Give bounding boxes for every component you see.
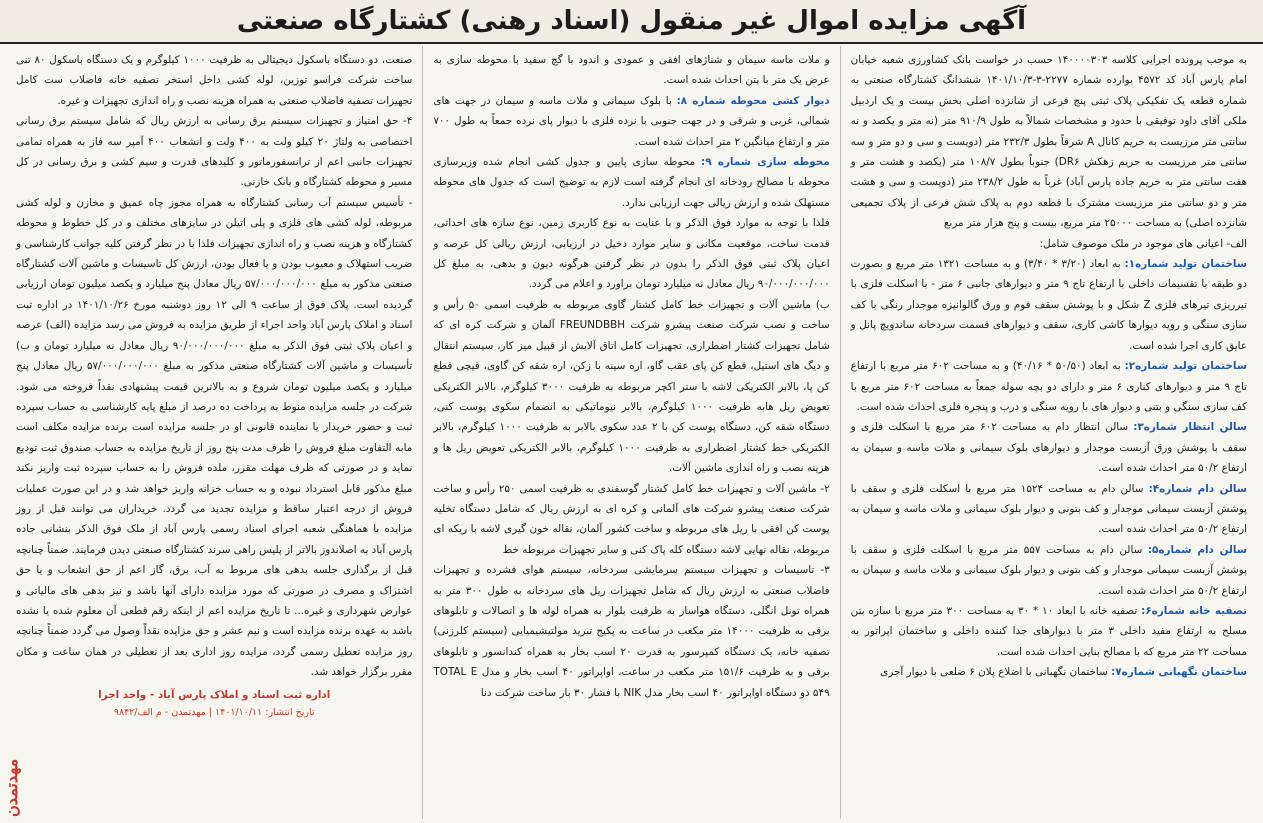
hall-3-heading: سالن انتظار شماره۳: — [1133, 421, 1247, 434]
treatment-6-heading: تصفیه خانه شماره۶: — [1141, 604, 1247, 617]
page-title: آگهی مزایده اموال غیر منقول (اسناد رهنی) کشتارگاه صنعتی — [236, 6, 1027, 36]
building-2-heading: ساختمان تولید شماره۲: — [1124, 360, 1247, 373]
machinery-sheep: ۲- ماشین آلات و تجهیزات خط کامل کشتار گوسفندی به ظرفیت اسمی ۲۵۰ رأس و ساخت شرکت صنعت پیشرو شرکت های آلمانی و کره ای به ارزش ریال که شامل دستگاه تخلیه پوست کن افقی با ریل های مربوطه و ساخت کشور آلمان، نقاله خون گیری لاشه با ریکه ای مربوطه، نقاله نهایی لاشه دستگاه کله پاک کنی و سایر تجهیزات مربوطه خط — [433, 482, 830, 556]
yard-9-text: محوطه سازی پایین و جدول کشی انجام شده وزیرسازی محوطه با مصالح رودخانه ای انجام گرفته است لازم به توضیح است که جدول های محوطه مستهلک شده و ارزش ریالی جهت ارزیابی ندارد. — [433, 156, 830, 209]
footer-office: اداره ثبت اسناد و املاک پارس آباد - واحد اجرا — [98, 688, 331, 701]
building-2 — [851, 356, 1247, 417]
cooling-systems: ۳- تاسیسات و تجهیزات سیستم سرمایشی سردخانه، سیستم هوای فشرده و تجهیزات فاضلاب صنعتی به ارزش ریال که شامل تجهیزات ریل های سردخانه به طول ۳۰۰ متر به همراه تونل انگلی، دستگاه هواساز به ظرفیت بلوار به همراه لوله ها و اتصالات و تابلوهای برقی به ظرفیت ۱۴۰۰۰ متر مکعب در ساعت به پکیج تبرید مولتیشیمیایی (سیستم کلرزنی) تصفیه خانه، یک دستگاه کمپرسور به قدرت ۲۰ اسب بخار به همراه کندانسور و تابلوهای برقی و به ظرفیت ۱۵۱/۶ متر مکعب در ساعت، اواپراتور ۴۰ اسب بخار و مدل TOTAL E ۵۴۹ دو دستگاه اواپراتور ۴۰ اسب بخار مدل NIK با فشار ۳۰ بار ساخت شرکت دنا — [433, 564, 830, 699]
hall-4-heading: سالن دام شماره۴: — [1148, 482, 1247, 495]
yard-9-heading: محوطه سازی شماره ۹: — [701, 156, 830, 169]
guard-7-heading: ساختمان نگهبانی شماره۷: — [1111, 666, 1247, 679]
hall-5-text: سالن دام به مساحت ۵۵۷ متر مربع با اسکلت فلزی و سقف با پوشش آزبست سیمانی موجدار و کف بتونی و دیوار بلوک سیمانی و ملات ماسه و سیمان به ارتفاع ۵۰/۲ متر احداث شده است. — [850, 543, 1247, 597]
building-1-text: به ابعاد (۳/۲۰ * ۳/۴۰) و به مساحت ۱۳۲۱ متر مربع و بصورت دو طبقه با تقسیمات داخلی با ارتفاع تاج ۹ متر و دیوارهای جانبی ۶ متر - با اسکلت فلزی با تیرریزی تیرهای فلزی Z شکل و با پوشش سقف فوم و ورق گالوانیزه موجدار رنگی با کف سازی سنگی و رویه دیوارها کاشی کاری، سقف و دیوارهای قسمت سردخانه ساندویچ پانل و عایق کاری اجرا شده است. — [850, 258, 1247, 352]
hall-4 — [851, 479, 1247, 540]
ad-columns — [6, 46, 1257, 819]
hall-5-heading: سالن دام شماره۵: — [1147, 543, 1248, 556]
column-1 — [840, 46, 1257, 819]
wall-8-text: با بلوک سیمانی و ملات ماسه و سیمان در جهت های شمالی، غربی و شرقی و در جهت جنوبی با نرده فلزی با دیوار پای نرده جمعاً به طول ۷۰۰ متر و ارتفاع میانگین ۲ متر احداث شده است. — [433, 94, 830, 148]
building-1-heading: ساختمان تولید شماره۱: — [1124, 258, 1247, 271]
yard-9 — [433, 152, 829, 213]
hall-4-text: سالن دام به مساحت ۱۵۲۴ متر مربع با اسکلت فلزی و سقف با پوشش آزبست سیمانی موجدار و کف بتونی و دیوار بلوک سیمانی و ملات ماسه و سیمان به ارتفاع ۵۰/۲ متر احداث شده است. — [850, 482, 1247, 536]
list-heading: الف- اعیانی های موجود در ملک موصوف شامل: — [1039, 237, 1247, 250]
wall-8-heading: دیوار کشی محوطه شماره ۸: — [676, 94, 830, 107]
machinery-cattle: ب) ماشین آلات و تجهیزات خط کامل کشتار گاوی مربوطه به ظرفیت اسمی ۵۰ رأس و ساخت و نصب شرکت صنعت پیشرو شرکت FREUNDBBH آلمان و شرکت کره ای که شامل تجهیزات کشتار اضطراری، تجهیزات کامل اتاق آلایش از قبیل میز کار، سیستم انتقال و دیگ های استیل، قطع کن پای عقب گاو، اره سینه با زکن، اره شقه کن گاوی، قیچی قطع کن پا، بالابر الکتریکی لاشه با ستر اکچر مربوطه به ظرفیت ۳۰۰۰ کیلوگرم، بالابر الکتریکی تعویض ریل هابه ظرفیت ۱۰۰۰ کیلوگرم، بالابر نیوماتیکی به انضمام سکوی پوست کنی، دستگاه شقه کن، دستگاه پوست کن با ۲ عدد سکوی بالابر به ظرفیت ۱۰۰۰ کیلوگرم، بالابر الکتریکی خط کشتار اضطراری به ظرفیت ۱۰۰۰ کیلوگرم، بالابر الکتریکی تعویض ریل ها و هزینه نصب و راه اندازی ماشین آلات. — [433, 298, 830, 475]
column-2 — [422, 46, 839, 819]
hall-3 — [851, 417, 1247, 478]
treatment-6 — [851, 601, 1247, 662]
guard-7-text: ساختمان نگهبانی با اضلاع پلان ۶ ضلعی با دیوار آجری — [880, 666, 1108, 679]
valuation-paragraph: فلذا با توجه به موارد فوق الذکر و با عنایت به نوع کاربری زمین، نوع سازه های احداثی، قدمت ساخت، موقعیت مکانی و سایر موارد دخیل در ارزیابی، ارزش ریالی کل عرصه و اعیان پلاک ثبتی فوق الذکر را بدون در نظر گرفتن هرگونه دیون و بدهی، به مبلغ کل ۹۰/۰۰۰/۰۰۰/۰۰۰ ریال معادل نه میلیارد تومان براورد و اعلام می گردد. — [433, 217, 830, 291]
scales-paragraph: صنعت، دو دستگاه باسکول دیجیتالی به ظرفیت ۱۰۰۰ کیلوگرم و یک دستگاه باسکول ۸۰ تنی ساخت شرکت فراسو توزین، لوله کشی داخل استخر تصفیه خانه فاضلاب ست کامل تجهیزات تصفیه فاضلاب صنعتی به همراه هزینه نصب و راه اندازی تجهیزات و غیره. — [16, 54, 413, 107]
guard-7-cont: و ملات ماسه سیمان و شناژهای افقی و عمودی و اندود با گچ سفید با محوطه سازی به عرض یک متر با بتن احداث شده است. — [433, 54, 830, 87]
footer-meta: تاریخ انتشار: ۱۴۰۱/۱۰/۱۱ | مهدتمدن - م الف/۹۸۴۲ — [113, 706, 315, 718]
column-3 — [6, 46, 422, 819]
building-2-text: به ابعاد (۵۰/۵۰ * ۴۰/۱۶) و به مساحت ۶۰۲ متر مربع با ارتفاع تاج ۹ متر و دیوارهای کناری ۶ متر و دارای دو بچه سوله جمعاً به مساحت ۶۰۲ متر مربع با کف سازی سنگی و بتنی و دیوار های با رویه سنگی و درب و پنجره فلزی احداث شده است. — [850, 360, 1248, 413]
hall-3-text: سالن انتظار دام به مساحت ۶۰۲ متر مربع با اسکلت فلزی و سقف با پوشش ورق آزبست موجدار و دیوارهای بلوک سیمانی و ملات ماسه و سیمان به ارتفاع ۵۰/۲ متر احداث شده است. — [850, 421, 1247, 475]
title-bar — [0, 0, 1263, 44]
guard-7 — [851, 662, 1247, 682]
building-1 — [851, 254, 1247, 356]
publisher-logo: مهدتمدن — [2, 758, 21, 817]
wall-8 — [433, 91, 829, 152]
treatment-6-text: تصفیه خانه با ابعاد ۱۰ * ۳۰ به مساحت ۳۰۰ متر مربع با سازه بتن مسلح به ارتفاع مفید داخلی ۳ متر با دیوارهای جدا کننده داخلی و ساختمان اپراتور به مساحت ۲۲ متر مربع که با مصالح بنایی احداث شده است. — [850, 604, 1247, 658]
auction-terms: - تأسیس سیستم آب رسانی کشتارگاه به همراه مجوز چاه عمیق و مخازن و لوله کشی مربوطه، لوله کشی های فلزی و پلی اتیلن در سایزهای مختلف و در کل خطوط و محوطه کشتارگاه و هزینه نصب و راه اندازی تجهیزات فلذا با در نظر گرفتن کلیه جوانب کارشناسی و ضریب استهلاک و معیوب بودن و یا فعال بودن، ارزش کل تاسیسات و ماشین آلات کشتارگاه صنعتی مذکور به مبلغ ۵۷/۰۰۰/۰۰۰/۰۰۰ ریال معادل پنج میلیارد و یکصد میلیون تومان ارزیابی گردیده است. پلاک فوق از ساعت ۹ الی ۱۲ روز دوشنبه مورخ ۱۴۰۱/۱۰/۲۶ در اداره ثبت اسناد و املاک پارس آباد واحد اجراء از طریق مزایده به فروش می رسد مزایده (الف) عرصه و اعیان پلاک ثبتی فوق الذکر به مبلغ ۹۰/۰۰۰/۰۰۰/۰۰۰ ریال معادل نه میلیارد تومان و ب) تأسیسات و ماشین آلات کشتارگاه صنعتی مذکور به مبلغ ۵۷/۰۰۰/۰۰۰/۰۰۰ ریال معادل پنج میلیارد و یکصد میلیون تومان شروع و به بالاترین قیمت پیشنهادی نقداً فروخته می شود. شرکت در جلسه مزایده منوط به پرداخت ده درصد از مبلغ پایه کارشناسی به حساب سپرده ثبت و حضور خریدار یا نماینده قانونی او در جلسه مزایده است برنده مزایده مکلف است مابه التفاوت مبلغ فروش را ظرف مدت پنج روز از تاریخ مزایده به حساب صندوق ثبت تودیع نماید و در صورتی که ظرف مهلت مقرر، ملده فروش را به حساب سپرده ثبت واریز نکند مبلغ مذکور قابل استرداد نبوده و به حساب خزانه واریز خواهد شد و در این صورت عملیات فروش از درجه اعتبار ساقط و مزایده تجدید می گردد. خریداران می توانند قبل از روز مزایده با هماهنگی شعبه اجرای اسناد رسمی پارس آباد از ملک فوق الذکر بنشانی جاده پارس آباد به اصلاندوز بالاتر از پلیس راهی سرند کشتارگاه صنعتی دیدن فرمایند. ضمناً چنانچه قبل از برگذاری جلسه بدهی های مربوط به آب، برق، گاز اعم از حق انشعاب و یا حق اشتراک و مصرف در صورتی که مورد مزایده دارای آنها باشد و نیز بدهی های مالیاتی و عوارض شهرداری و غیره... تا تاریخ مزایده اعم از اینکه رقم قطعی آن معلوم شده یا نشده باشد به عهده برنده مزایده است و نیم عشر و حق مزایده نقداً وصول می گردد ضمناً چنانچه روز مزایده تعطیل رسمی گردد، مزایده روز اداری بعد از تعطیلی در همان ساعت و مکان مقرر برگزار خواهد شد. — [16, 196, 413, 679]
footer — [16, 687, 412, 721]
hall-5 — [851, 540, 1247, 601]
intro-paragraph: به موجب پرونده اجرایی کلاسه ۱۴۰۰۰۰۳۰۳ حسب در خواست بانک کشاورزی شعبه خیابان امام پارس آباد کد ۴۵۷۲ بوارده شماره ۲۲۷۷-۳-۱۴۰۱/۱۰/۳ ششدانگ کشتارگاه صنعتی به شماره قطعه یک تفکیکی پلاک ثبتی پنج فرعی از شانزده اصلی بخش بیست و یک اردبیل ملکی آقای داود توفیقی با حدود و مشخصات شمالاً به طول ۹۱۰/۹ متر (نه متر و یکصد و نه سانتی متر مرزیست به حریم کانال A شرقاً بطول ۲۳۲/۳ متر (دویست و سی و دو متر و سه سانتی متر مرزیست به حریم زهکش DR۶) جنوباً بطول ۱۰۸/۷ متر (یکصد و هشت متر و هفت سانتی متر به حریم جاده پارس آباد) غرباً به طول ۲۳۸/۲ متر (دویست و سی و هشت متر و دو سانتی متر مرزیست مشترک با قطعه دوم به پلاک شش فرعی از پلاک تجمیعی شانزده اصلی) به مساحت ۲۵۰۰۰ متر مربع، بیست و پنج هزار متر مربع — [850, 54, 1248, 230]
power-paragraph: ۴- حق امتیاز و تجهیزات سیستم برق رسانی به ارزش ریال که شامل سیستم برق رسانی اختصاصی به ولتاژ ۲۰ کیلو ولت به ۴۰۰ ولت و انشعاب ۴۰۰ آمپر سه فاز به همراه تمامی تجهیزات جانبی اعم از ترانسفورماتور و کلیدهای قدرت و سیم کشی و برق رسانی در کل مسیر و محوطه کشتارگاه و بانک خازنی. — [16, 115, 413, 189]
